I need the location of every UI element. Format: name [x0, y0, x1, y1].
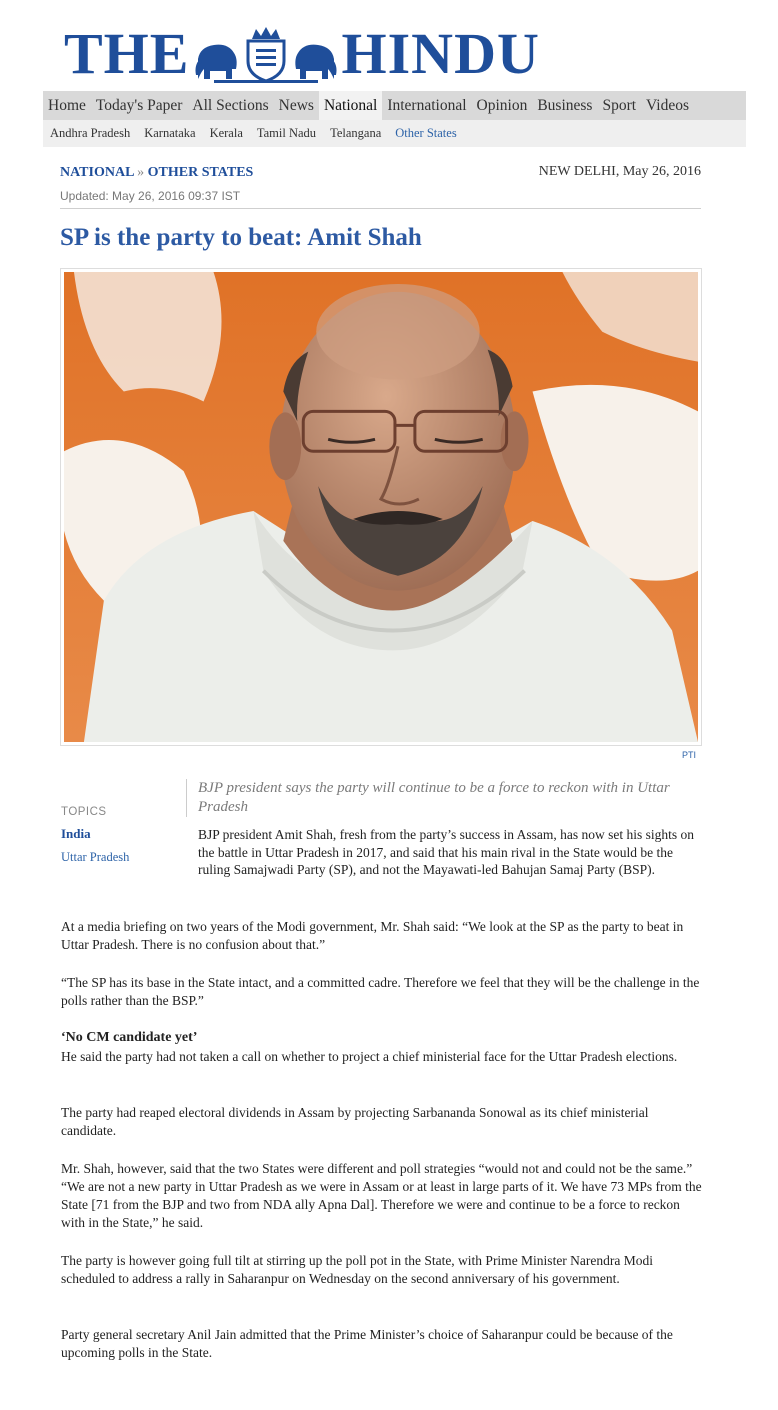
body-paragraph-4: The party had reaped electoral dividends in Assam by projecting Sarbananda Sonowal as its chief ministerial candidate.	[61, 1105, 649, 1138]
royal-crest-icon	[194, 25, 338, 83]
nav-item-business[interactable]: Business	[537, 97, 593, 114]
nav-item-home[interactable]: Home	[48, 97, 86, 114]
subnav-item-kerala[interactable]: Kerala	[209, 126, 243, 140]
body-paragraph-1: At a media briefing on two years of the Modi government, Mr. Shah said: “We look at the SP as the party to beat in Uttar Pradesh. There is no confusion about that.”	[61, 919, 684, 952]
body-paragraph-6: The party is however going full tilt at stirring up the poll pot in the State, with Prime Minister Narendra Modi scheduled to address a rally in Saharanpur on Wednesday on the second anniversary of his government.	[61, 1253, 654, 1286]
breadcrumb-separator: »	[137, 165, 145, 180]
nav-item-national[interactable]: National	[319, 91, 382, 120]
masthead-word-the: THE	[64, 21, 190, 86]
article-standfirst: BJP president says the party will continue to be a force to reckon with in Uttar Pradesh	[186, 779, 706, 817]
meta-divider	[60, 208, 701, 209]
breadcrumb-subsection-link[interactable]: OTHER STATES	[147, 165, 254, 180]
dateline: NEW DELHI, May 26, 2016	[538, 164, 701, 179]
topic-link-india[interactable]: India	[61, 826, 91, 841]
nav-item-opinion[interactable]: Opinion	[476, 97, 528, 114]
nav-item-videos[interactable]: Videos	[646, 97, 690, 114]
body-subheading: ‘No CM candidate yet’	[61, 1030, 198, 1045]
topic-link-uttar-pradesh[interactable]: Uttar Pradesh	[61, 850, 130, 864]
nav-item-all-sections[interactable]: All Sections	[192, 97, 269, 114]
photo-credit: PTI	[682, 750, 697, 760]
subnav-item-karnataka[interactable]: Karnataka	[144, 126, 196, 140]
body-paragraph-7: Party general secretary Anil Jain admitted that the Prime Minister’s choice of Saharanpur could be because of the upcoming polls in the State.	[61, 1327, 673, 1360]
body-paragraph-2: “The SP has its base in the State intact, and a committed cadre. Therefore we feel that they will be the challenge in the polls rather than the BSP.”	[61, 975, 700, 1008]
subnav-item-andhra-pradesh[interactable]: Andhra Pradesh	[50, 126, 131, 140]
nav-item-todays-paper[interactable]: Today's Paper	[95, 97, 183, 114]
portrait-photo	[64, 272, 698, 742]
nav-item-sport[interactable]: Sport	[602, 97, 637, 114]
body-paragraph-3: He said the party had not taken a call on whether to project a chief ministerial face for the Uttar Pradesh elections.	[61, 1049, 678, 1064]
breadcrumb-section-link[interactable]: NATIONAL	[60, 165, 134, 180]
subnav-item-other-states[interactable]: Other States	[395, 126, 457, 140]
updated-timestamp: Updated: May 26, 2016 09:37 IST	[60, 189, 241, 203]
body-paragraph-5: Mr. Shah, however, said that the two States were different and poll strategies “would not and could not be the same.” “We are not a new party in Uttar Pradesh as we were in Assam or at least in large parts of it. We have 73 MPs from the State [71 from the BJP and two from NDA ally Apna Dal]. Therefore we were and continue to be a force to reckon with in the State,” he said.	[61, 1161, 702, 1230]
nav-item-international[interactable]: International	[387, 97, 467, 114]
article-lead-paragraph: BJP president Amit Shah, fresh from the party’s success in Assam, has now set his sights on the battle in Uttar Pradesh in 2017, and said that his main rival in the State would be the ruling Samajwadi Party (SP), and not the Mayawati-led Bahujan Samaj Party (BSP).	[198, 827, 694, 877]
lead-photo[interactable]	[60, 268, 702, 746]
subnav-item-telangana[interactable]: Telangana	[330, 126, 382, 140]
primary-nav	[43, 91, 746, 120]
breadcrumb	[60, 165, 253, 181]
subnav-item-tamil-nadu[interactable]: Tamil Nadu	[256, 126, 317, 140]
sub-nav	[43, 120, 746, 147]
masthead-word-hindu: HINDU	[341, 21, 540, 86]
nav-item-news[interactable]: News	[278, 97, 314, 114]
topics-label: TOPICS	[61, 806, 107, 818]
masthead-logo[interactable]	[64, 21, 596, 86]
article-headline: SP is the party to beat: Amit Shah	[60, 224, 422, 251]
